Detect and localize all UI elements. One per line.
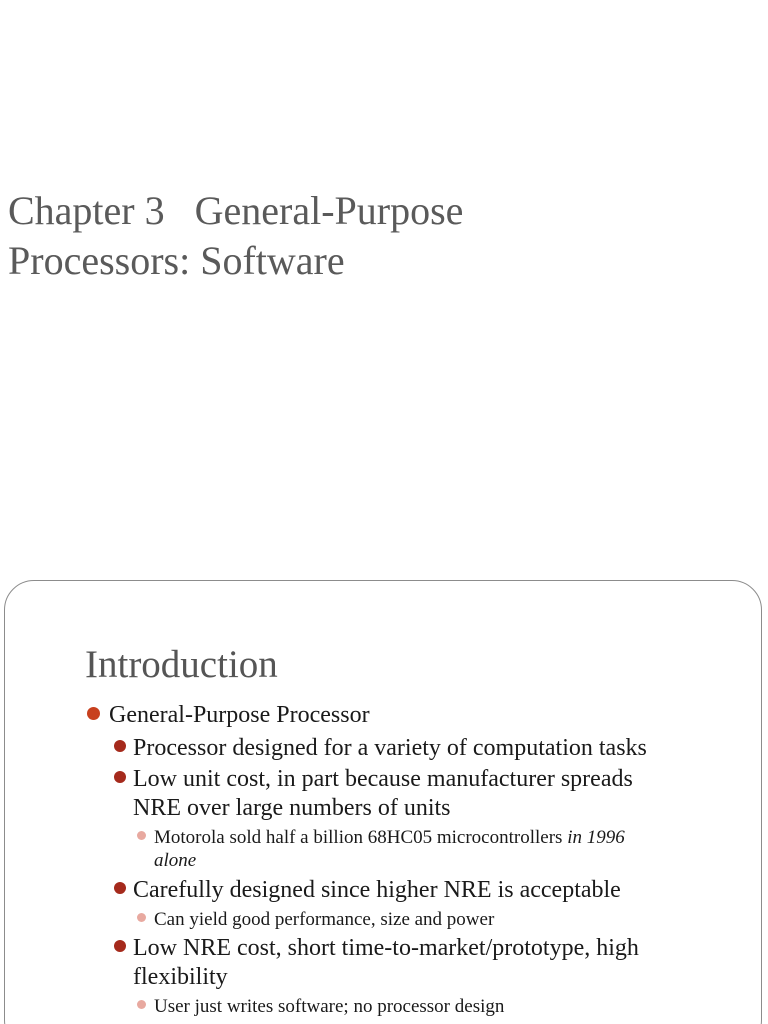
bullet-dot-icon [114,771,126,783]
list-item [154,995,504,1018]
bullet-text: User just writes software; no processor design [154,996,505,1017]
bullet-text-line-2: NRE over large numbers of units [133,795,451,821]
bullet-text: Can yield good performance, size and power [154,909,495,930]
list-item [133,765,633,823]
slide-title: Introduction [85,643,278,686]
bullet-text: General-Purpose Processor [109,702,370,728]
bullet-text-plain: Motorola sold half a billion 68HC05 microcontrollers [154,827,568,848]
introduction-slide [4,580,762,1024]
bullet-dot-icon [114,940,126,952]
bullet-dot-icon [114,882,126,894]
list-item [154,826,625,872]
bullet-dot-icon [87,707,100,720]
bullet-dot-icon [137,913,146,922]
bullet-text-line-1: Low unit cost, in part because manufacturer spreads [133,766,633,792]
bullet-dot-icon [137,831,146,840]
list-item [133,876,621,905]
chapter-title [8,186,748,286]
bullet-text: Carefully designed since higher NRE is acceptable [133,877,621,903]
bullet-dot-icon [114,740,126,752]
list-item [133,934,639,992]
bullet-text-italic-line-2: alone [154,850,197,871]
list-item [133,734,647,763]
chapter-title-line-2: Processors: Software [8,238,345,283]
list-item [154,908,494,931]
chapter-title-line-1: Chapter 3 General-Purpose [8,188,464,233]
bullet-text: Processor designed for a variety of computation tasks [133,735,647,761]
bullet-text-line-1: Low NRE cost, short time-to-market/prototype, high [133,935,639,961]
bullet-text-line-2: flexibility [133,964,228,990]
list-item [109,701,370,730]
bullet-text-italic: in 1996 [567,827,625,848]
bullet-dot-icon [137,1000,146,1009]
